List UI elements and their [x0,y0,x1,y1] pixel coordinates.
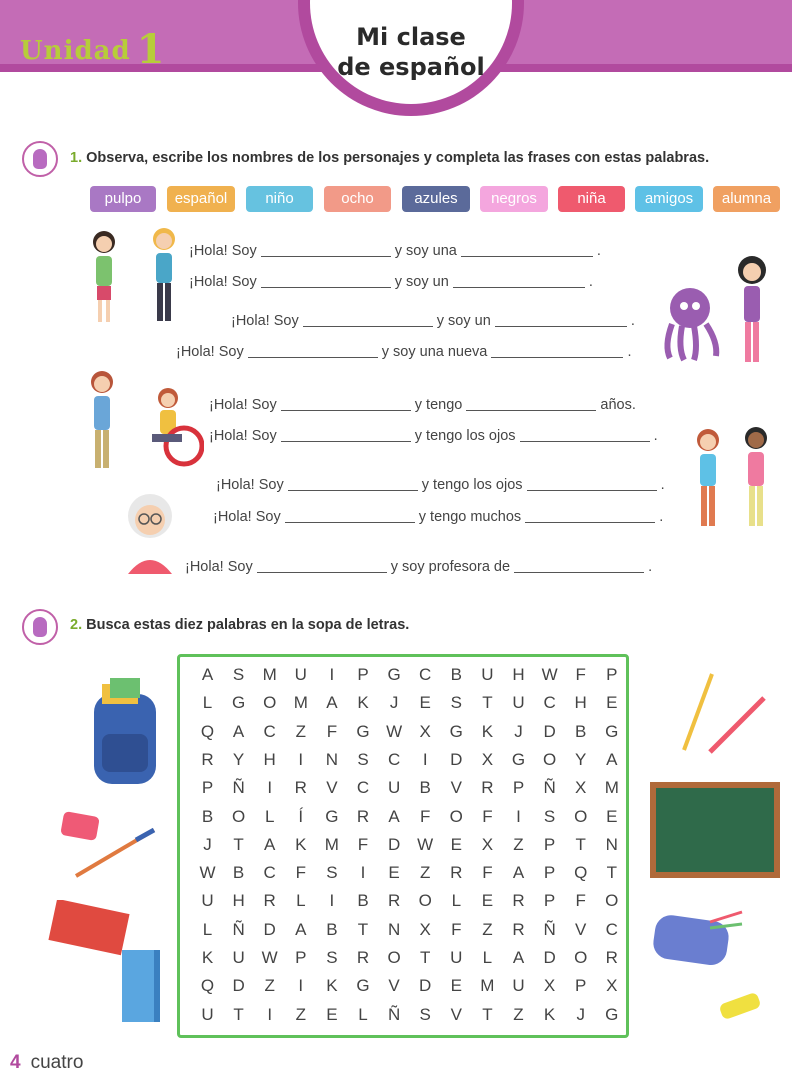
sentence-start: ¡Hola! Soy [189,274,257,290]
page-title-line1: Mi clase [356,23,466,51]
sentence-middle: y tengo muchos [418,509,522,525]
sentence-end: . [660,477,665,493]
grid-letter[interactable]: D [387,834,401,854]
grid-letter[interactable]: G [231,693,246,713]
grid-letter[interactable]: P [543,863,556,883]
grid-letter[interactable]: D [263,919,276,939]
grid-letter[interactable]: Z [295,1004,306,1024]
sentence-line [216,477,665,493]
word-search-grid[interactable] [177,654,629,1038]
grid-letter[interactable]: O [449,806,463,826]
pencils-illustration [676,670,768,756]
grid-letter[interactable]: N [387,919,401,939]
grid-letter[interactable]: L [202,919,213,939]
exercise1-title [70,150,709,166]
grid-letter[interactable]: T [606,863,617,883]
answer-blank[interactable] [525,510,655,523]
girl-character-illustration [86,228,122,326]
sentence-middle: y tengo [414,397,463,413]
grid-letter[interactable]: Q [200,721,215,741]
wheelchair-boy-illustration [144,386,204,468]
grid-letter[interactable]: F [575,665,586,684]
grid-letter[interactable]: D [543,721,556,741]
octopus-icon [22,609,58,645]
grid-letter[interactable]: Z [295,721,306,741]
sentence-line [176,344,631,360]
grid-letter[interactable]: X [606,976,618,996]
grid-letter[interactable]: A [264,834,276,854]
sentence-line [189,274,593,290]
grid-letter[interactable]: L [296,891,306,911]
grid-letter[interactable]: A [388,806,400,826]
answer-blank[interactable] [257,560,387,573]
grid-letter[interactable]: N [605,834,618,854]
grid-letter[interactable]: X [543,976,556,996]
sentence-middle: y soy una [394,243,457,259]
grid-letter[interactable]: O [574,806,588,826]
grid-letter[interactable]: H [232,891,245,911]
grid-letter[interactable]: V [388,976,400,996]
word-chip: español [167,186,235,212]
grid-letter[interactable]: R [356,948,370,967]
sentence-middle: y tengo los ojos [414,428,516,444]
book-illustration [118,946,164,1026]
sentence-end: . [596,243,601,259]
redhead-boy-illustration [84,368,120,472]
sentence-middle: y soy una nueva [381,344,488,360]
sentence-end: . [588,274,593,290]
grid-letter[interactable]: F [451,919,462,939]
grid-letter[interactable]: E [450,976,462,996]
exercise1-instruction: Observa, escribe los nombres de los personajes y completa las frases con estas palabras. [86,150,710,166]
grid-letter[interactable]: U [512,693,525,713]
grid-letter[interactable]: P [606,665,618,684]
grid-letter[interactable]: K [481,721,494,741]
pencil-case-illustration [650,902,746,970]
grid-letter[interactable]: K [295,834,307,854]
grid-letter[interactable]: V [326,778,338,798]
page-footer [10,1052,83,1074]
grid-letter[interactable]: A [201,665,214,684]
grid-letter[interactable]: R [450,863,463,883]
exercise2-title [70,617,409,633]
grid-letter[interactable]: B [419,778,431,798]
grid-letter[interactable]: P [512,778,525,798]
grid-letter[interactable]: X [419,721,431,741]
grid-letter[interactable]: I [422,749,428,769]
chalk-illustration [716,986,764,1026]
grid-letter[interactable]: W [199,863,216,883]
grid-letter[interactable]: L [202,693,213,713]
grid-letter[interactable]: O [263,693,277,713]
grid-letter[interactable]: U [201,1004,214,1024]
grid-letter[interactable]: N [325,749,339,769]
sentence-line [209,397,636,413]
grid-letter[interactable]: Z [482,919,493,939]
grid-letter[interactable]: G [511,749,526,769]
grid-letter[interactable]: B [326,919,338,939]
answer-blank[interactable] [491,345,623,358]
grid-letter[interactable]: F [482,806,493,826]
grid-letter[interactable]: E [606,806,618,826]
grid-letter[interactable]: W [386,721,403,741]
grid-letter[interactable]: C [419,665,432,684]
grid-letter[interactable]: T [233,834,244,854]
grid-letter[interactable]: M [324,834,339,854]
grid-letter[interactable]: O [605,891,619,911]
sentence-start: ¡Hola! Soy [231,313,299,329]
grid-letter[interactable]: L [482,948,493,967]
grid-letter[interactable]: J [389,693,399,713]
sentence-middle: y soy un [436,313,491,329]
grid-letter[interactable]: U [387,778,401,798]
grid-letter[interactable]: A [232,721,245,741]
grid-letter[interactable]: O [418,891,432,911]
grid-letter[interactable]: X [575,778,587,798]
exercise2-number: 2. [70,617,83,633]
word-chip: niño [246,186,313,212]
answer-blank[interactable] [281,429,411,442]
grid-letter[interactable]: E [450,834,462,854]
grid-letter[interactable]: B [201,806,214,826]
grid-letter[interactable]: Z [264,976,275,996]
grid-letter[interactable]: G [605,721,619,741]
sentence-end: . [648,559,653,575]
grid-letter[interactable]: P [357,665,369,684]
sentence-start: ¡Hola! Soy [185,559,253,575]
grid-letter[interactable]: J [203,834,212,854]
grid-letter[interactable]: E [388,863,400,883]
grid-letter[interactable]: C [263,863,276,883]
grid-letter[interactable]: D [419,976,432,996]
dark-haired-girl-illustration [732,254,772,366]
grid-letter[interactable]: B [357,891,369,911]
grid-letter[interactable]: F [575,891,586,911]
grid-letter[interactable]: U [450,948,463,967]
grid-letter[interactable]: I [298,976,304,996]
backpack-illustration [84,674,164,790]
sentence-end: . [659,509,664,525]
word-chip: alumna [713,186,780,212]
grid-letter[interactable]: Z [513,1004,524,1024]
grid-letter[interactable]: I [329,665,335,684]
grid-letter[interactable]: E [419,693,431,713]
grid-letter[interactable]: V [450,1004,462,1024]
grid-letter[interactable]: I [329,891,335,911]
grid-letter[interactable]: G [356,721,370,741]
answer-blank[interactable] [261,244,391,257]
grid-letter[interactable]: L [451,891,462,911]
grid-letter[interactable]: C [387,749,401,769]
sentence-line [185,559,652,575]
answer-blank[interactable] [303,314,433,327]
grid-letter[interactable]: A [606,749,618,769]
word-chip: negros [480,186,548,212]
sentence-middle: y soy un [394,274,449,290]
grid-letter[interactable]: I [267,1004,273,1024]
word-chip: amigos [635,186,703,212]
answer-blank[interactable] [514,560,644,573]
grid-letter[interactable]: S [232,665,245,684]
sentence-start: ¡Hola! Soy [209,397,277,413]
answer-blank[interactable] [261,275,391,288]
answer-blank[interactable] [453,275,585,288]
grid-letter[interactable]: S [357,749,369,769]
grid-letter[interactable]: F [482,863,493,883]
grid-letter[interactable]: S [543,806,556,826]
grid-letter[interactable]: M [480,976,495,996]
grid-letter[interactable]: R [201,749,214,769]
grid-letter[interactable]: W [541,665,558,684]
answer-blank[interactable] [248,345,378,358]
grid-letter[interactable]: Ñ [543,919,556,939]
grid-letter[interactable]: A [512,863,525,883]
grid-letter[interactable]: E [326,1004,338,1024]
grid-letter[interactable]: S [419,1004,431,1024]
two-girls-illustration [690,424,774,532]
grid-letter[interactable]: W [261,948,278,967]
chalkboard-illustration [648,780,782,880]
sentence-end: años. [600,397,636,413]
unit-number: 1 [136,26,166,73]
grid-letter[interactable]: G [325,806,339,826]
grid-letter[interactable]: T [357,919,369,939]
answer-blank[interactable] [520,429,650,442]
grid-letter[interactable]: I [360,863,366,883]
grid-letter[interactable]: W [417,834,434,854]
grid-letter[interactable]: L [358,1004,368,1024]
grid-letter[interactable]: V [450,778,462,798]
grid-letter[interactable]: Ñ [387,1004,401,1024]
exercise1-number: 1. [70,150,83,166]
answer-blank[interactable] [466,398,596,411]
answer-blank[interactable] [288,478,418,491]
grid-letter[interactable]: T [482,1004,493,1024]
grid-letter[interactable]: F [326,721,338,741]
grid-letter[interactable]: U [512,976,525,996]
grid-letter[interactable]: K [326,976,338,996]
grid-letter[interactable]: V [575,919,587,939]
word-chip: niña [558,186,625,212]
word-chip: pulpo [90,186,156,212]
grid-letter[interactable]: G [387,665,401,684]
grid-letter[interactable]: B [575,721,587,741]
grid-letter[interactable]: T [419,948,431,967]
page-number-word: cuatro [30,1052,84,1073]
grid-letter[interactable]: X [481,749,494,769]
grid-letter[interactable]: S [450,693,462,713]
grid-letter[interactable]: J [514,721,523,741]
grid-letter[interactable]: X [419,919,431,939]
grid-letter[interactable]: E [606,693,618,713]
grid-letter[interactable]: U [481,665,494,684]
grid-letter[interactable]: A [295,919,307,939]
grid-letter[interactable]: P [575,976,587,996]
grid-letter[interactable]: F [357,834,369,854]
word-chip: azules [402,186,470,212]
grid-letter[interactable]: H [512,665,525,684]
grid-letter[interactable]: P [295,948,307,967]
grid-letter[interactable]: F [419,806,431,826]
grid-letter[interactable]: X [481,834,494,854]
grid-letter[interactable]: R [512,891,525,911]
grid-letter[interactable]: I [298,749,304,769]
answer-blank[interactable] [527,478,657,491]
sentence-end: . [630,313,635,329]
grid-letter[interactable]: M [293,693,308,713]
teacher-illustration [124,490,176,574]
grid-letter[interactable]: D [450,749,463,769]
grid-letter[interactable]: Y [232,749,245,769]
boy-character-illustration [146,226,182,326]
grid-letter[interactable]: S [326,948,338,967]
grid-letter[interactable]: U [201,891,214,911]
title-badge [298,0,524,116]
grid-letter[interactable]: C [356,778,370,798]
grid-letter[interactable]: C [543,693,556,713]
grid-letter[interactable]: F [295,863,306,883]
grid-letter[interactable]: Y [575,749,587,769]
grid-letter[interactable]: H [574,693,587,713]
grid-letter[interactable]: J [576,1004,585,1024]
grid-letter[interactable]: P [543,891,556,911]
grid-letter[interactable]: O [574,948,588,967]
page-number: 4 [10,1052,21,1073]
grid-letter[interactable]: L [264,806,275,826]
octopus-character-illustration [660,286,722,362]
grid-letter[interactable]: U [232,948,245,967]
grid-letter[interactable]: R [605,948,618,967]
grid-letter[interactable]: Q [200,976,215,996]
grid-letter[interactable]: D [543,948,556,967]
pen-illustration [72,826,158,880]
grid-letter[interactable]: Z [419,863,431,883]
unit-label [20,26,166,73]
grid-letter[interactable]: M [262,665,277,684]
answer-blank[interactable] [281,398,411,411]
sentence-line [209,428,658,444]
answer-blank[interactable] [461,244,593,257]
grid-letter[interactable]: R [263,891,276,911]
unit-label-text: Unidad [20,36,131,66]
grid-letter[interactable]: R [356,806,370,826]
grid-letter[interactable]: D [232,976,245,996]
sentence-start: ¡Hola! Soy [213,509,281,525]
grid-letter[interactable]: G [356,976,370,996]
grid-letter[interactable]: I [516,806,521,826]
word-chip: ocho [324,186,391,212]
grid-letter[interactable]: M [604,778,619,798]
sentence-middle: y soy profesora de [390,559,511,575]
grid-letter[interactable]: Ñ [232,919,245,939]
grid-letter[interactable]: R [512,919,525,939]
grid-letter[interactable]: T [575,834,586,854]
octopus-icon [22,141,58,177]
grid-letter[interactable]: G [449,721,463,741]
sentence-start: ¡Hola! Soy [176,344,244,360]
page-title [298,22,524,82]
grid-letter[interactable]: P [201,778,214,798]
grid-letter[interactable]: Ñ [232,778,245,798]
sentence-start: ¡Hola! Soy [216,477,284,493]
grid-letter[interactable]: I [267,778,273,798]
grid-letter[interactable]: O [387,948,401,967]
exercise2-instruction: Busca estas diez palabras en la sopa de letras. [86,617,410,633]
grid-letter[interactable]: P [543,834,556,854]
grid-letter[interactable]: B [450,665,462,684]
sentence-start: ¡Hola! Soy [189,243,257,259]
sentence-end: . [653,428,658,444]
grid-letter[interactable]: C [605,919,618,939]
grid-letter[interactable]: Z [513,834,524,854]
grid-letter[interactable]: C [263,721,276,741]
grid-letter[interactable]: T [482,693,493,713]
grid-letter[interactable]: E [481,891,494,911]
grid-letter[interactable]: Ñ [543,778,556,798]
grid-letter[interactable]: O [231,806,246,826]
grid-letter[interactable]: B [232,863,245,883]
sentence-end: . [627,344,632,360]
grid-letter[interactable]: G [605,1004,619,1024]
sentence-line [231,313,635,329]
grid-letter[interactable]: H [263,749,276,769]
page-title-line2: de español [337,53,485,81]
grid-letter[interactable]: S [326,863,338,883]
answer-blank[interactable] [495,314,627,327]
grid-letter[interactable]: T [233,1004,244,1024]
grid-letter[interactable]: A [512,948,525,967]
sentence-line [213,509,663,525]
grid-letter[interactable]: U [294,665,307,684]
grid-letter[interactable]: Q [574,863,588,883]
answer-blank[interactable] [285,510,415,523]
grid-letter[interactable]: A [326,693,338,713]
grid-letter[interactable]: K [357,693,369,713]
sentence-middle: y tengo los ojos [421,477,523,493]
grid-letter[interactable]: R [294,778,307,798]
grid-letter[interactable]: K [201,948,214,967]
sentence-line [189,243,601,259]
sentence-start: ¡Hola! Soy [209,428,277,444]
grid-letter[interactable]: R [481,778,494,798]
grid-letter[interactable]: K [543,1004,556,1024]
grid-letter[interactable]: R [387,891,401,911]
grid-letter[interactable]: Í [298,806,304,826]
grid-letter[interactable]: O [542,749,557,769]
